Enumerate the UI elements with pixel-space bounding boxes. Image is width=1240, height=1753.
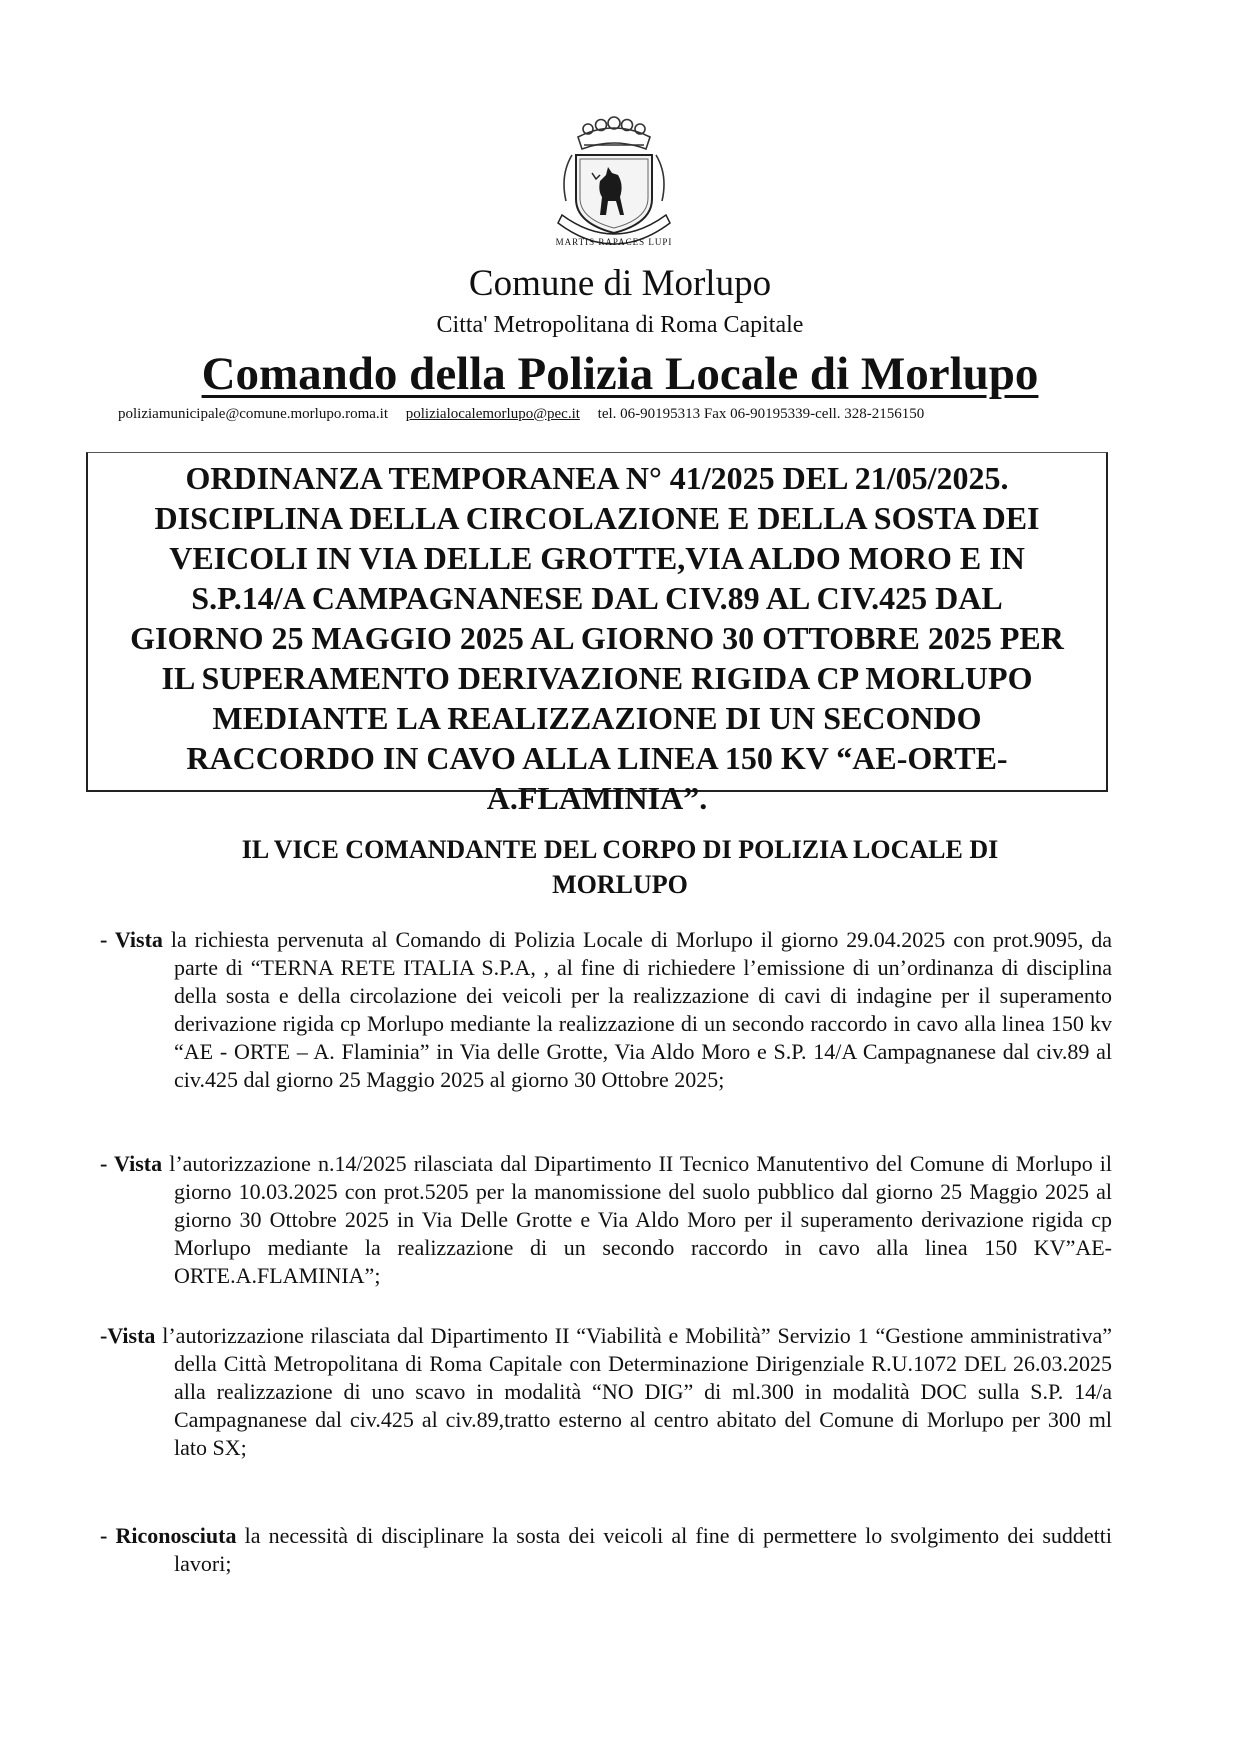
premise-text: la richiesta pervenuta al Comando di Polizia Locale di Morlupo il giorno 29.04.2025 con prot.9095, da parte di “TERNA RETE ITALIA S.P.A, , al fine di richiedere l’emissione di un’ordinanza di disciplina della sosta e della circolazione dei veicoli per la realizzazione di cavi di indagine per il superamento derivazione rigida cp Morlupo mediante la realizzazione di un secondo raccordo in cavo alla linea 150 kv “AE - ORTE – A. Flaminia” in Via delle Grotte, Via Aldo Moro e S.P. 14/A Campagnanese dal civ.89 al civ.425 dal giorno 25 Maggio 2025 al giorno 30 Ottobre 2025; <box>170 927 1113 1092</box>
crest-motto: MARTIS RAPACES LUPI <box>555 237 673 247</box>
premise-lead: - Vista <box>100 927 163 952</box>
ordinance-title-line: VEICOLI IN VIA DELLE GROTTE,VIA ALDO MORO E IN <box>169 540 1025 576</box>
premise-text: la necessità di disciplinare la sosta dei veicoli al fine di permettere lo svolgimento dei suddetti lavori; <box>174 1523 1112 1576</box>
police-command-title: Comando della Polizia Locale di Morlupo <box>201 348 1039 400</box>
premise-paragraph <box>100 1322 1112 1462</box>
premise-paragraph <box>100 1150 1112 1290</box>
ordinance-title-line: IL SUPERAMENTO DERIVAZIONE RIGIDA CP MORLUPO <box>161 660 1033 696</box>
ordinance-title-line: S.P.14/A CAMPAGNANESE DAL CIV.89 AL CIV.425 DAL <box>191 580 1003 616</box>
metropolitan-city: Citta' Metropolitana di Roma Capitale <box>436 312 804 338</box>
ordinance-title-line: ORDINANZA TEMPORANEA N° 41/2025 DEL 21/05/2025. <box>185 460 1009 496</box>
ordinance-title <box>96 458 1098 818</box>
premise-paragraph <box>100 1522 1112 1578</box>
ordinance-title-line: MEDIANTE LA REALIZZAZIONE DI UN SECONDO <box>212 700 982 736</box>
premise-lead: -Vista <box>100 1323 156 1348</box>
premise-text: l’autorizzazione rilasciata dal Dipartimento II “Viabilità e Mobilità” Servizio 1 “Gestione amministrativa” della Città Metropolitana di Roma Capitale con Determinazione Dirigenziale R.U.1072 DEL 26.03.2025 alla realizzazione di uno scavo in modalità “NO DIG” di ml.300 in modalità DOC sulla S.P. 14/a Campagnanese dal civ.425 al civ.89,tratto esterno al centro abitato del Comune di Morlupo per 300 ml lato SX; <box>162 1323 1112 1460</box>
ordinance-title-line: RACCORDO IN CAVO ALLA LINEA 150 KV “AE-ORTE- <box>186 740 1008 776</box>
premise-paragraph <box>100 926 1112 1094</box>
premise-lead: - Riconosciuta <box>100 1523 237 1548</box>
issuer-heading <box>120 832 1120 902</box>
ordinance-title-line: GIORNO 25 MAGGIO 2025 AL GIORNO 30 OTTOBRE 2025 PER <box>130 620 1064 656</box>
contacts-line <box>118 404 1128 424</box>
issuer-heading-line: IL VICE COMANDANTE DEL CORPO DI POLIZIA LOCALE DI <box>241 835 999 864</box>
ordinance-title-line: DISCIPLINA DELLA CIRCOLAZIONE E DELLA SOSTA DEI <box>154 500 1040 536</box>
issuer-heading-line: MORLUPO <box>552 870 688 899</box>
ordinance-title-line: A.FLAMINIA”. <box>486 780 708 816</box>
municipality-name: Comune di Morlupo <box>468 263 772 304</box>
phone-numbers: tel. 06-90195313 Fax 06-90195339-cell. 328-2156150 <box>597 406 925 422</box>
premise-lead: - Vista <box>100 1151 163 1176</box>
email-link[interactable]: poliziamunicipale@comune.morlupo.roma.it <box>118 406 388 422</box>
premise-text: l’autorizzazione n.14/2025 rilasciata dal Dipartimento II Tecnico Manutentivo del Comune di Morlupo il giorno 10.03.2025 con prot.5205 per la manomissione del suolo pubblico dal giorno 25 Maggio 2025 al giorno 30 Ottobre 2025 in Via Delle Grotte e Via Aldo Moro per il superamento derivazione rigida cp Morlupo mediante la realizzazione di un secondo raccordo in cavo alla linea 150 KV”AE-ORTE.A.FLAMINIA”; <box>169 1151 1113 1288</box>
pec-link[interactable]: polizialocalemorlupo@pec.it <box>405 406 580 422</box>
